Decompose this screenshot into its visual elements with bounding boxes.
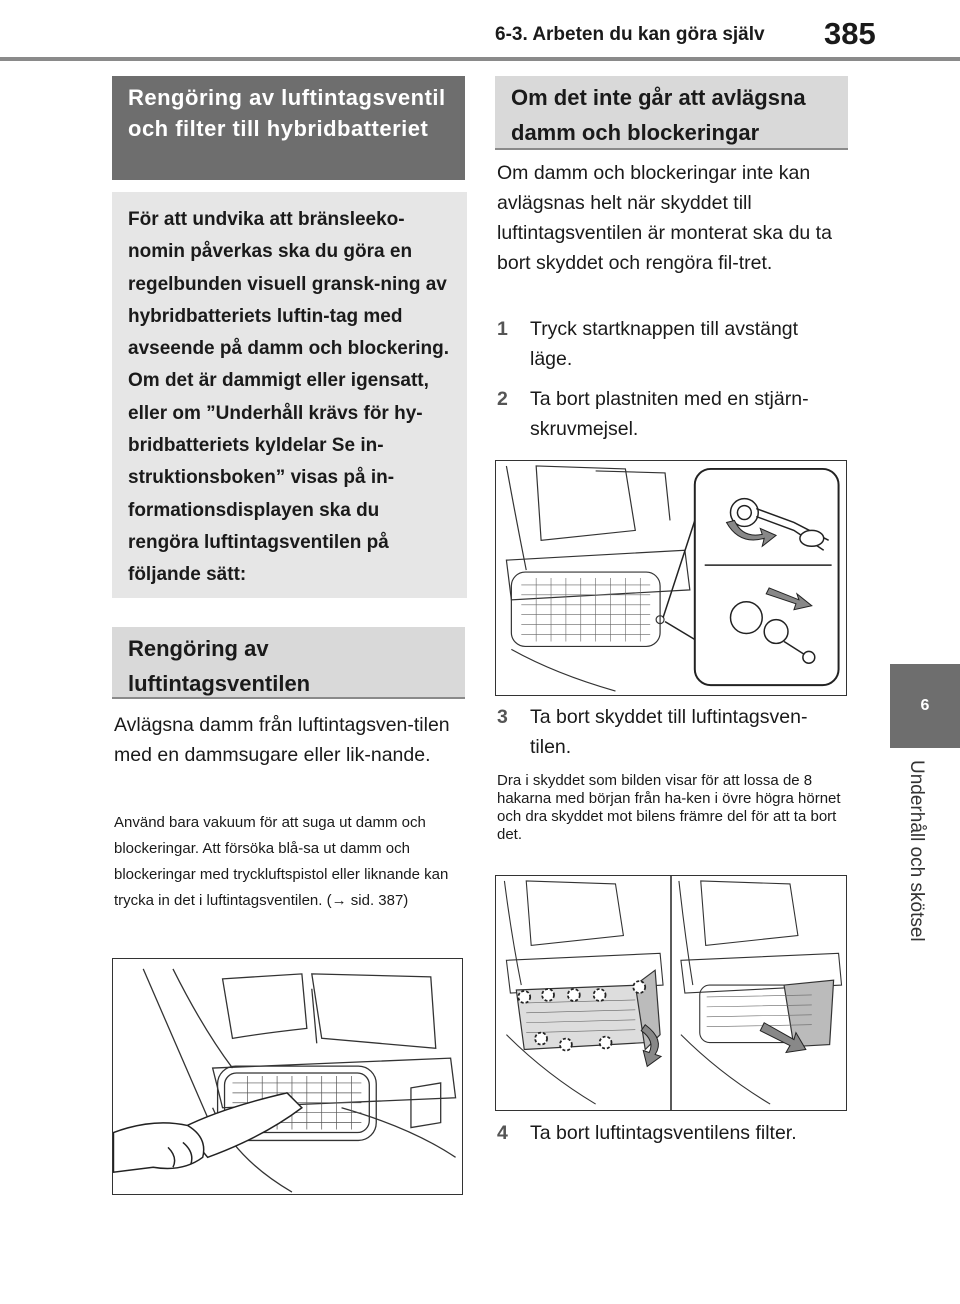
step-3 [497,702,847,764]
page-number: 385 [824,16,876,51]
rivet-removal-illustration [495,460,847,696]
intro-paragraph: Om damm och blockeringar inte kan avlägsnas helt när skyddet till luftintagsventilen är monterat ska du ta bort skyddet och rengöra fil-tret. [497,162,832,274]
step-number: 4 [497,1122,508,1144]
chapter-label: Underhåll och skötsel [906,760,927,942]
header-rule [0,57,960,61]
step-text: Tryck startknappen till avstängt läge. [530,318,799,370]
subheading-cleaning: Rengöring av luftintagsventilen [112,627,465,699]
step-1 [497,314,847,376]
info-note: För att undvika att bränsleeko-nomin påverkas ska du göra en regelbunden visuell gransk-ning av hybridbatteriets luftin-tag med avseende på damm och blockering. Om det är dammigt eller igensatt, eller om ”Underhåll krävs för hy-bridbatteriets kyldelar Se in-struktionsboken” visas på in-formationsdisplayen ska du rengöra luftintagsventilen på följande sätt: [112,192,467,598]
step-text: Ta bort skyddet till luftintagsven-tilen. [530,706,808,758]
subheading-blockage: Om det inte går att avlägsna damm och blockeringar [495,76,848,150]
vacuum-drawing [113,959,462,1194]
step3-note: Dra i skyddet som bilden visar för att lossa de 8 hakarna med början från ha-ken i övre högra hörnet och dra skyddet mot bilens främre del för att ta bort det. [497,772,841,843]
caution-text: Använd bara vakuum för att suga ut damm och blockeringar. Att försöka blå-sa ut damm och blockeringar med tryckluftspistol eller liknande kan trycka in det i luftintagsventilen. (→ sid. 387) [114,814,449,909]
rivet-drawing [496,461,846,695]
chapter-tab[interactable]: 6 [890,664,960,748]
cover-drawing [496,876,846,1110]
section-heading: Rengöring av luftintagsventil och filter till hybridbatteriet [112,76,465,180]
step-number: 2 [497,388,508,410]
step-4 [497,1118,847,1150]
vacuum-illustration [112,958,463,1195]
step-number: 1 [497,318,508,340]
step-text: Ta bort plastniten med en stjärn-skruvmejsel. [530,388,809,440]
section-title: 6-3. Arbeten du kan göra själv [495,24,765,45]
step-text: Ta bort luftintagsventilens filter. [530,1122,797,1144]
cover-removal-illustration [495,875,847,1111]
step-number: 3 [497,706,508,728]
body-paragraph: Avlägsna damm från luftintagsven-tilen med en dammsugare eller lik-nande. [114,714,450,766]
step-2 [497,384,847,446]
